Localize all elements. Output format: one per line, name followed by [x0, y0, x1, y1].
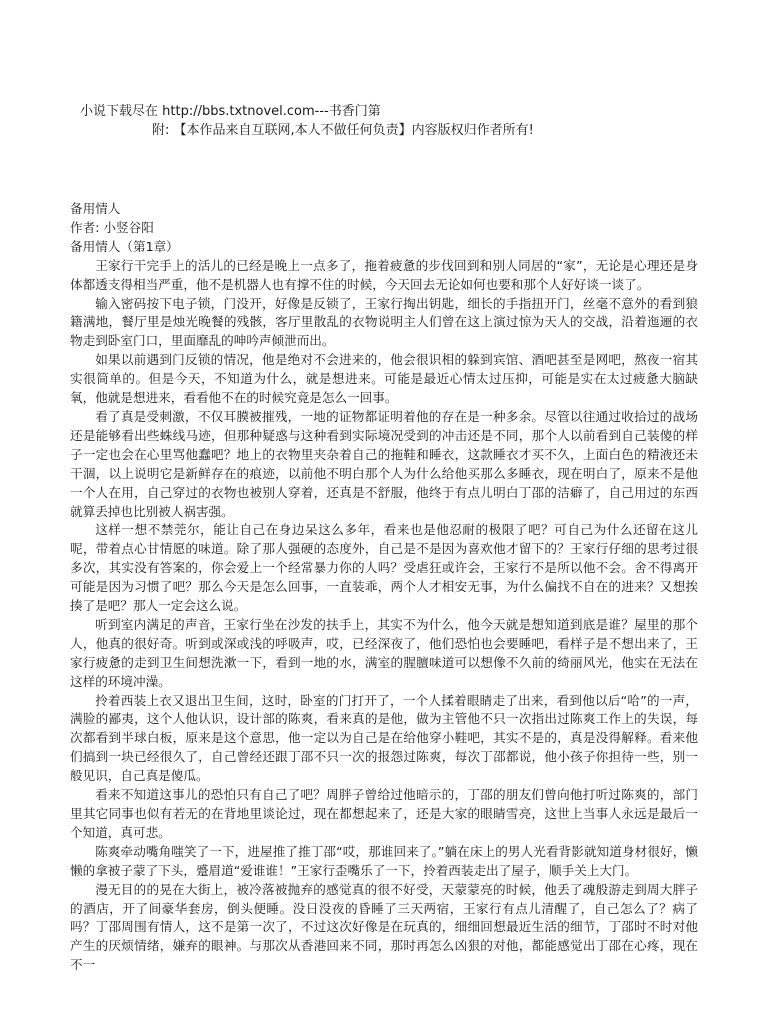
paragraph: 王家行干完手上的活儿的已经是晚上一点多了，拖着疲惫的步伐回到和别人同居的“家”，无论是心理还是身体都透支得相当严重，他不是机器人也有撑不住的时候，今天回去无论如何也要和那个人好好谈一谈了。 — [70, 257, 698, 292]
book-title: 备用情人 — [70, 201, 121, 216]
paragraph: 漫无目的的晃在大街上，被冷落被抛弃的感觉真的很不好受，天蒙蒙亮的时候，他丢了魂般游走到周大胖子的酒店，开了间豪华套房，倒头便睡。没日没夜的昏睡了三天两宿，王家行有点儿清醒了，自己怎么了？病了吗？丁邵周围有情人，这不是第一次了，不过这次好像是在玩真的，细细回想最近生活的细节，丁邵时不时对他产生的厌烦情绪，嫌弃的眼神。与那次从香港回来不同，那时再怎么凶狠的对他，都能感觉出丁邵在心疼，现在不一 — [70, 881, 698, 973]
paragraph: 看来不知道这事儿的恐怕只有自己了吧？周胖子曾给过他暗示的，丁邵的朋友们曾向他打听过陈爽的，部门里其它同事也似有若无的在背地里谈论过，现在都想起来了，还是大家的眼睛雪亮，这世上当事人永远是最后一个知道，真可悲。 — [70, 787, 698, 840]
paragraph: 陈爽牵动嘴角嗤笑了一下，进屋推了推丁邵“哎，那谁回来了。”躺在床上的男人光看背影就知道身材很好，懒懒的拿被子蒙了下头，蹙眉道“爱谁谁！”王家行歪嘴乐了一下，拎着西装走出了屋子，顺手关上大门。 — [70, 843, 698, 878]
chapter-heading: 备用情人（第1章） — [70, 238, 179, 254]
copyright-notice: 附: 【本作品来自互联网,本人不做任何负责】内容版权归作者所有! — [152, 123, 534, 138]
download-source-line: 小说下载尽在 http://bbs.txtnovel.com---书香门第 — [80, 104, 381, 119]
paragraph: 看了真是受刺激，不仅耳膜被摧残，一地的证物都证明着他的存在是一种多余。尽管以往通过收拾过的战场还是能够看出些蛛线马迹，但那种疑惑与这种看到实际境况受到的冲击还是不同，那个人以前看到自己装傻的样子一定也会在心里骂他蠢吧？地上的衣物里夹杂着自己的拖鞋和睡衣，这款睡衣才买不久，上面白色的精液还未干涸，以上说明它是新鲜存在的痕迹，以前他不明白那个人为什么给他买那么多睡衣，现在明白了，原来不是他一个人在用，自己穿过的衣物也被别人穿着，还真是不舒服，他终于有点儿明白丁邵的洁癖了，自己用过的东西就算丢掉也比别被人祸害强。 — [70, 408, 698, 519]
paragraph: 这样一想不禁莞尔，能让自己在身边呆这么多年，看来也是他忍耐的极限了吧？可自己为什么还留在这儿呢，带着点心甘情愿的味道。除了那人强硬的态度外，自己是不是因为喜欢他才留下的？王家行仔细的思考过很多次，其实没有答案的，你会爱上一个经常暴力你的人吗？受虐狂或许会，王家行不是所以他不会。舍不得离开可能是因为习惯了吧？那么今天是怎么回事，一直装乖，两个人才相安无事，为什么偏找不自在的进来？又想挨揍了是吧？那人一定会这么说。 — [70, 522, 698, 614]
paragraph: 如果以前遇到门反锁的情况，他是绝对不会进来的，他会很识相的躲到宾馆、酒吧甚至是网吧，熬夜一宿其实很简单的。但是今天，不知道为什么，就是想进来。可能是最近心情太过压抑，可能是实在太过疲惫大脑缺氧，他就是想进来，看看他不在的时候究竟是怎么一回事。 — [70, 352, 698, 406]
paragraph: 拎着西装上衣又退出卫生间，这时，卧室的门打开了，一个人揉着眼睛走了出来，看到他以后“哈”的一声，满脸的鄙夷，这个人他认识，设计部的陈爽，看来真的是他，做为主管他不只一次指出过陈爽工作上的失误，每次都看到半球白板，原来是这个意思，他一定以为自己是在给他穿小鞋吧，其实不是的，真是没得解释。看来他们搞到一块已经很久了，自己曾经还跟丁邵不只一次的报怨过陈爽，每次丁邵都说，他小孩子你担待一些，别一般见识，自己真是傻瓜。 — [70, 692, 698, 784]
book-author: 作者: 小竖谷阳 — [70, 219, 154, 235]
paragraph: 输入密码按下电子锁，门没开，好像是反锁了，王家行掏出钥匙，细长的手指扭开门，丝毫不意外的看到狼籍满地，餐厅里是烛光晚餐的残骸，客厅里散乱的衣物说明主人们曾在这上演过惊为天人的交战，沿着迤逦的衣物走到卧室门口，里面靡乱的呻吟声倾泄而出。 — [70, 295, 698, 349]
document-body — [70, 200, 698, 975]
page-header — [0, 102, 768, 140]
paragraph: 听到室内满足的声音，王家行坐在沙发的扶手上，其实不为什么，他今天就是想知道到底是谁？屋里的那个人，他真的很好奇。听到或深或浅的呼吸声，哎，已经深夜了，他们恐怕也会要睡吧，看样子是不想出来了，王家行疲惫的走到卫生间想洗漱一下，看到一地的水，满室的腥膻味道可以想像不久前的绮丽风光，他实在无法在这样的环境冲澡。 — [70, 616, 698, 689]
